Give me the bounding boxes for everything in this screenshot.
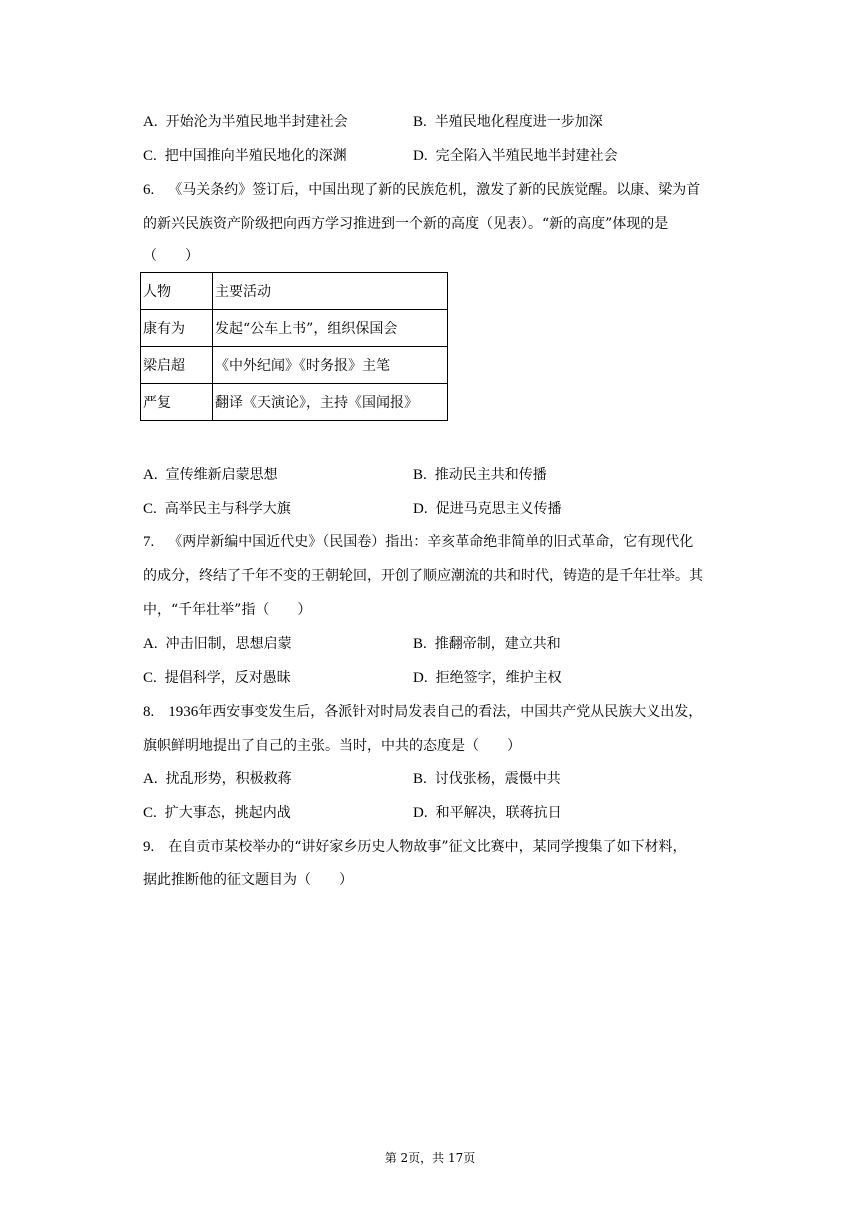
table-cell: 翻译《天演论》，主持《国闻报》 bbox=[213, 384, 448, 421]
option-letter: D. bbox=[413, 805, 428, 821]
option-text: 推翻帝制，建立共和 bbox=[434, 636, 561, 652]
q8-stem-line-1 bbox=[143, 702, 702, 722]
option-letter: D. bbox=[413, 670, 428, 686]
option-letter: A. bbox=[143, 771, 158, 787]
q6-stem-line-2: 的新兴民族资产阶级把向西方学习推进到一个新的高度（见表）。“新的高度”体现的是 bbox=[143, 216, 669, 232]
option-letter: B. bbox=[413, 771, 427, 787]
q6-option-a bbox=[143, 465, 278, 485]
q7-option-c bbox=[143, 668, 291, 688]
question-number: 7. bbox=[143, 534, 155, 550]
option-letter: C. bbox=[143, 670, 157, 686]
table-cell: 梁启超 bbox=[141, 347, 213, 384]
q6-info-table bbox=[140, 272, 448, 421]
q5-option-c bbox=[143, 146, 347, 166]
option-text: 扩大事态，挑起内战 bbox=[164, 805, 291, 821]
q8-option-c bbox=[143, 803, 291, 823]
question-text: 《两岸新编中国近代史》（民国卷）指出：辛亥革命绝非简单的旧式革命，它有现代化 bbox=[168, 534, 694, 550]
q7-option-b bbox=[413, 634, 561, 654]
table-cell: 主要活动 bbox=[213, 273, 448, 310]
option-letter: D. bbox=[413, 501, 428, 517]
option-text: 推动民主共和传播 bbox=[434, 467, 547, 483]
option-text: 完全陷入半殖民地半封建社会 bbox=[435, 148, 618, 164]
option-letter: B. bbox=[413, 467, 427, 483]
question-number: 8. bbox=[143, 704, 155, 720]
table-cell: 严复 bbox=[141, 384, 213, 421]
table-header-row bbox=[141, 273, 448, 310]
table-cell: 发起“公车上书”，组织保国会 bbox=[213, 310, 448, 347]
q8-option-b bbox=[413, 769, 561, 789]
table-cell: 康有为 bbox=[141, 310, 213, 347]
q8-option-d bbox=[413, 803, 562, 823]
table-cell: 人物 bbox=[141, 273, 213, 310]
q7-option-a bbox=[143, 634, 292, 654]
q6-option-b bbox=[413, 465, 547, 485]
option-text: 拒绝签字，维护主权 bbox=[435, 670, 562, 686]
page-footer: 第 2页，共 17页 bbox=[384, 1151, 476, 1165]
q8-option-a bbox=[143, 769, 292, 789]
table-cell: 《中外纪闻》《时务报》主笔 bbox=[213, 347, 448, 384]
question-number: 6. bbox=[143, 182, 155, 198]
table-row bbox=[141, 310, 448, 347]
table-row bbox=[141, 347, 448, 384]
option-letter: C. bbox=[143, 805, 157, 821]
q6-option-c bbox=[143, 499, 291, 519]
question-text: 在自贡市某校举办的“讲好家乡历史人物故事”征文比赛中，某同学搜集了如下材料， bbox=[168, 839, 687, 855]
option-text: 把中国推向半殖民地化的深渊 bbox=[164, 148, 347, 164]
q7-stem-line-3: 中，“千年壮举”指（ ） bbox=[143, 602, 312, 618]
question-text: 年西安事变发生后，各派针对时局发表自己的看法，中国共产党从民族大义出发， bbox=[198, 704, 703, 720]
option-letter: B. bbox=[413, 636, 427, 652]
q6-option-d bbox=[413, 499, 562, 519]
option-letter: A. bbox=[143, 467, 158, 483]
option-text: 提倡科学，反对愚昧 bbox=[164, 670, 291, 686]
q5-option-d bbox=[413, 146, 618, 166]
table-row bbox=[141, 384, 448, 421]
q7-stem-line-1 bbox=[143, 532, 693, 552]
option-text: 高举民主与科学大旗 bbox=[164, 501, 291, 517]
q7-stem-line-2: 的成分，终结了千年不变的王朝轮回，开创了顺应潮流的共和时代，铸造的是千年壮举。其 bbox=[143, 568, 703, 584]
option-text: 冲击旧制，思想启蒙 bbox=[165, 636, 292, 652]
option-text: 促进马克思主义传播 bbox=[435, 501, 562, 517]
option-text: 宣传维新启蒙思想 bbox=[165, 467, 278, 483]
question-year: 1936 bbox=[168, 704, 199, 720]
q7-option-d bbox=[413, 668, 562, 688]
option-text: 扰乱形势，积极救蒋 bbox=[165, 771, 292, 787]
option-letter: A. bbox=[143, 636, 158, 652]
option-text: 半殖民地化程度进一步加深 bbox=[434, 114, 603, 130]
q6-stem-line-3: （ ） bbox=[143, 248, 199, 264]
q6-stem-line-1 bbox=[143, 180, 700, 200]
option-letter: C. bbox=[143, 148, 157, 164]
option-text: 开始沦为半殖民地半封建社会 bbox=[165, 114, 348, 130]
q5-option-b bbox=[413, 112, 603, 132]
question-number: 9. bbox=[143, 839, 155, 855]
q8-stem-line-2: 旗帜鲜明地提出了自己的主张。当时，中共的态度是（ ） bbox=[143, 738, 521, 754]
option-letter: B. bbox=[413, 114, 427, 130]
option-letter: D. bbox=[413, 148, 428, 164]
question-text: 《马关条约》签订后，中国出现了新的民族危机，激发了新的民族觉醒。以康、梁为首 bbox=[168, 182, 701, 198]
option-text: 和平解决，联蒋抗日 bbox=[435, 805, 562, 821]
q5-option-a bbox=[143, 112, 348, 132]
option-letter: A. bbox=[143, 114, 158, 130]
q9-stem-line-1 bbox=[143, 837, 687, 857]
option-letter: C. bbox=[143, 501, 157, 517]
option-text: 讨伐张杨，震慑中共 bbox=[434, 771, 561, 787]
q9-stem-line-2: 据此推断他的征文题目为（ ） bbox=[143, 872, 353, 888]
